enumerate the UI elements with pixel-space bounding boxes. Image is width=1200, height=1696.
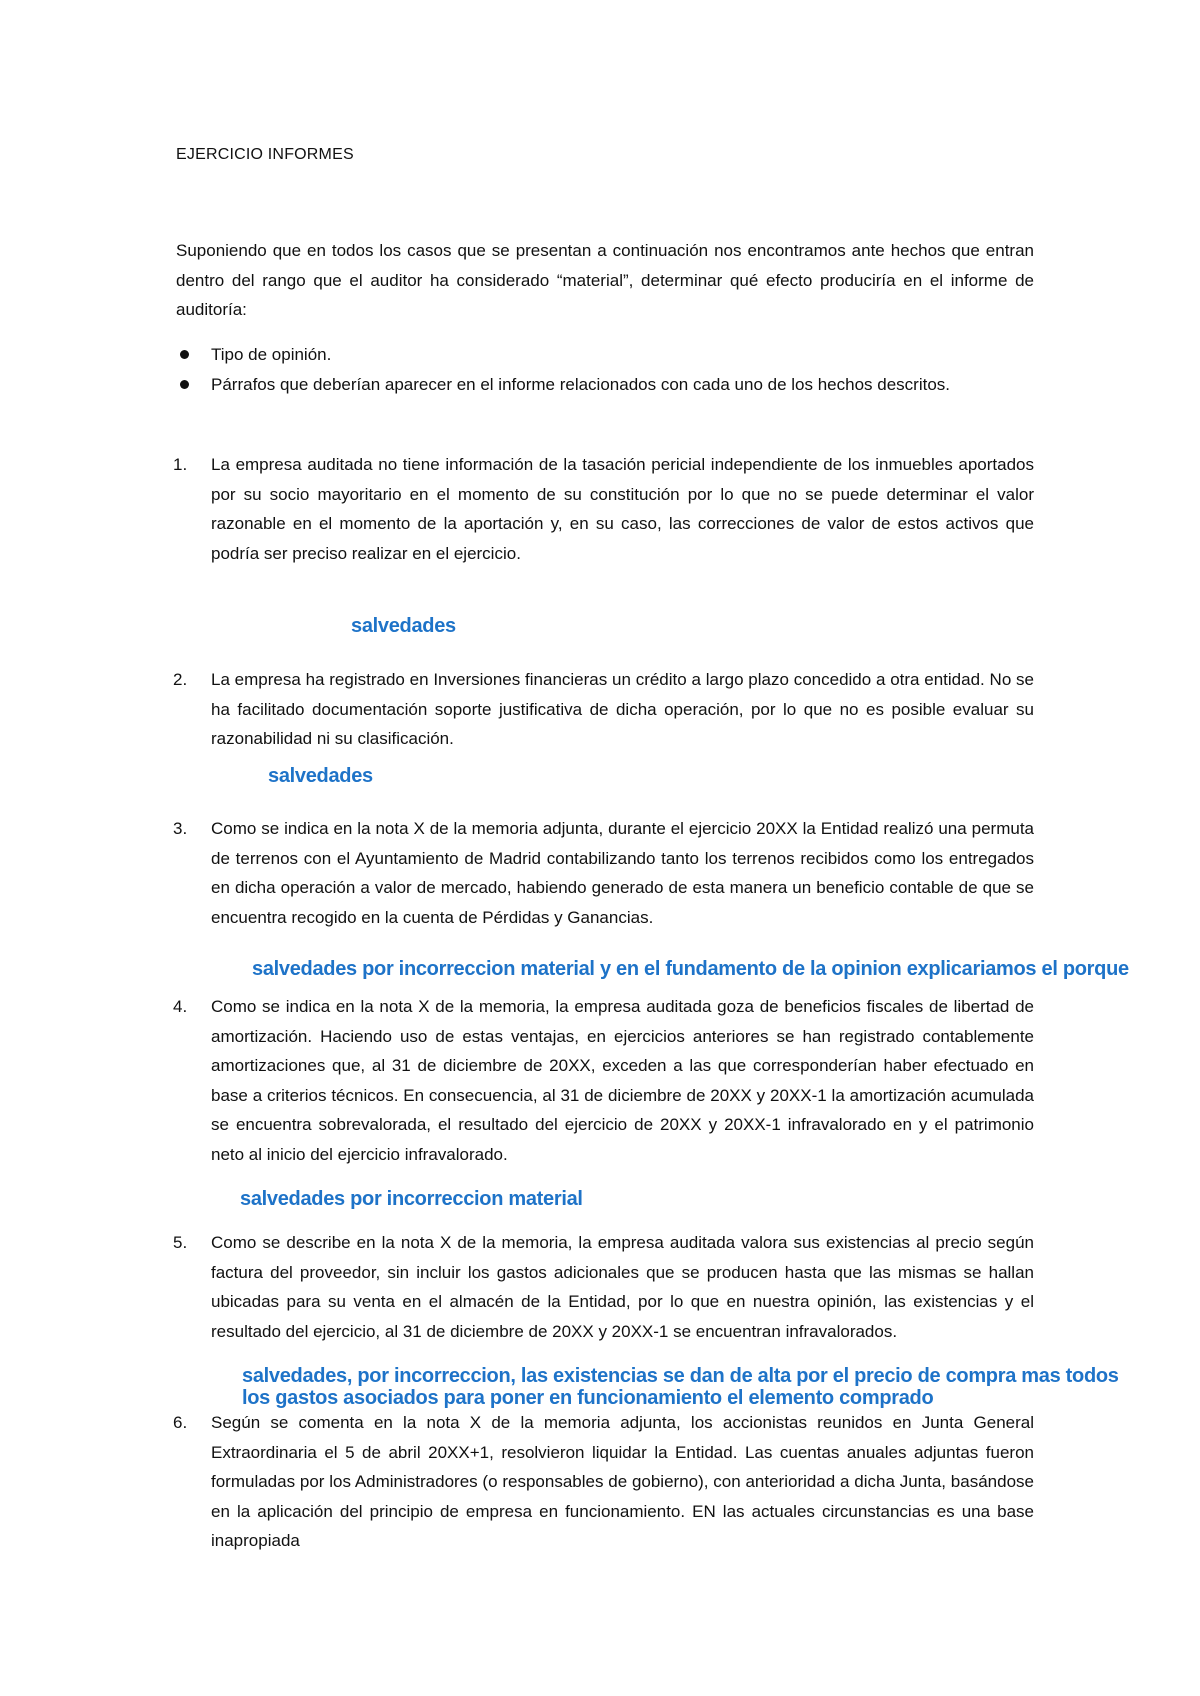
item-number: 4. xyxy=(173,997,188,1016)
item-text: Según se comenta en la nota X de la memoria adjunta, los accionistas reunidos en Junta General Extraordinaria el 5 de abril 20XX+1, resolvieron liquidar la Entidad. Las cuentas anuales adjuntas fueron formuladas por los Administradores (o responsables de gobierno), con anterioridad a dicha Junta, basándose en la aplicación del principio de empresa en funcionamiento. EN las actuales circunstancias es una base inapropiada xyxy=(211,1413,1034,1550)
numbered-item-6 xyxy=(173,1408,1034,1556)
item-text: Como se indica en la nota X de la memoria adjunta, durante el ejercicio 20XX la Entidad realizó una permuta de terrenos con el Ayuntamiento de Madrid contabilizando tanto los terrenos recibidos como los entregados en dicha operación a valor de mercado, habiendo generado de esta manera un beneficio contable de que se encuentra recogido en la cuenta de Pérdidas y Ganancias. xyxy=(211,819,1034,927)
numbered-item-1 xyxy=(173,450,1034,568)
numbered-item-4 xyxy=(173,992,1034,1169)
handwritten-note-5: salvedades, por incorreccion, las existencias se dan de alta por el precio de compra mas todos los gastos asociados para poner en funcionamiento el elemento comprado xyxy=(242,1365,1119,1409)
numbered-item-2 xyxy=(173,665,1034,754)
item-number: 5. xyxy=(173,1233,188,1252)
item-text: Como se describe en la nota X de la memoria, la empresa auditada valora sus existencias al precio según factura del proveedor, sin incluir los gastos adicionales que se producen hasta que las mismas se hallan ubicadas para su venta en el almacén de la Entidad, por lo que en nuestra opinión, las existencias y el resultado del ejercicio, al 31 de diciembre de 20XX y 20XX-1 se encuentran infravalorados. xyxy=(211,1233,1034,1341)
intro-paragraph: Suponiendo que en todos los casos que se presentan a continuación nos encontramos ante hechos que entran dentro del rango que el auditor ha considerado “material”, determinar qué efecto produciría en el informe de auditoría: xyxy=(176,241,1034,319)
numbered-item-5 xyxy=(173,1228,1034,1346)
item-number: 2. xyxy=(173,670,188,689)
bullet-list xyxy=(211,340,1034,400)
bullet-text: Párrafos que deberían aparecer en el informe relacionados con cada uno de los hechos descritos. xyxy=(211,375,951,394)
handwritten-note-4: salvedades por incorreccion material xyxy=(240,1188,583,1210)
handwritten-note-2: salvedades xyxy=(268,765,373,787)
bullet-dot-icon xyxy=(180,380,189,389)
bullet-item xyxy=(211,340,1034,369)
handwritten-note-1: salvedades xyxy=(351,615,456,637)
handwritten-note-3: salvedades por incorreccion material y en el fundamento de la opinion explicariamos el porque xyxy=(252,958,1129,980)
item-text: Como se indica en la nota X de la memoria, la empresa auditada goza de beneficios fiscales de libertad de amortización. Haciendo uso de estas ventajas, en ejercicios anteriores se han registrado contablemente amortizaciones que, al 31 de diciembre de 20XX, exceden a las que corresponderían haber efectuado en base a criterios técnicos. En consecuencia, al 31 de diciembre de 20XX y 20XX-1 la amortización acumulada se encuentra sobrevalorada, el resultado del ejercicio de 20XX y 20XX-1 infravalorado en y el patrimonio neto al inicio del ejercicio infravalorado. xyxy=(211,997,1034,1164)
bullet-item xyxy=(211,370,1034,399)
item-text: La empresa auditada no tiene información de la tasación pericial independiente de los inmuebles aportados por su socio mayoritario en el momento de su constitución por lo que no se puede determinar el valor razonable en el momento de la aportación y, en su caso, las correcciones de valor de estos activos que podría ser preciso realizar en el ejercicio. xyxy=(211,455,1034,563)
item-number: 1. xyxy=(173,455,188,474)
item-number: 6. xyxy=(173,1413,188,1432)
document-title: EJERCICIO INFORMES xyxy=(176,146,354,163)
item-number: 3. xyxy=(173,819,188,838)
numbered-item-3 xyxy=(173,814,1034,932)
bullet-dot-icon xyxy=(180,350,189,359)
bullet-text: Tipo de opinión. xyxy=(211,345,332,364)
item-text: La empresa ha registrado en Inversiones financieras un crédito a largo plazo concedido a otra entidad. No se ha facilitado documentación soporte justificativa de dicha operación, por lo que no es posible evaluar su razonabilidad ni su clasificación. xyxy=(211,670,1034,748)
